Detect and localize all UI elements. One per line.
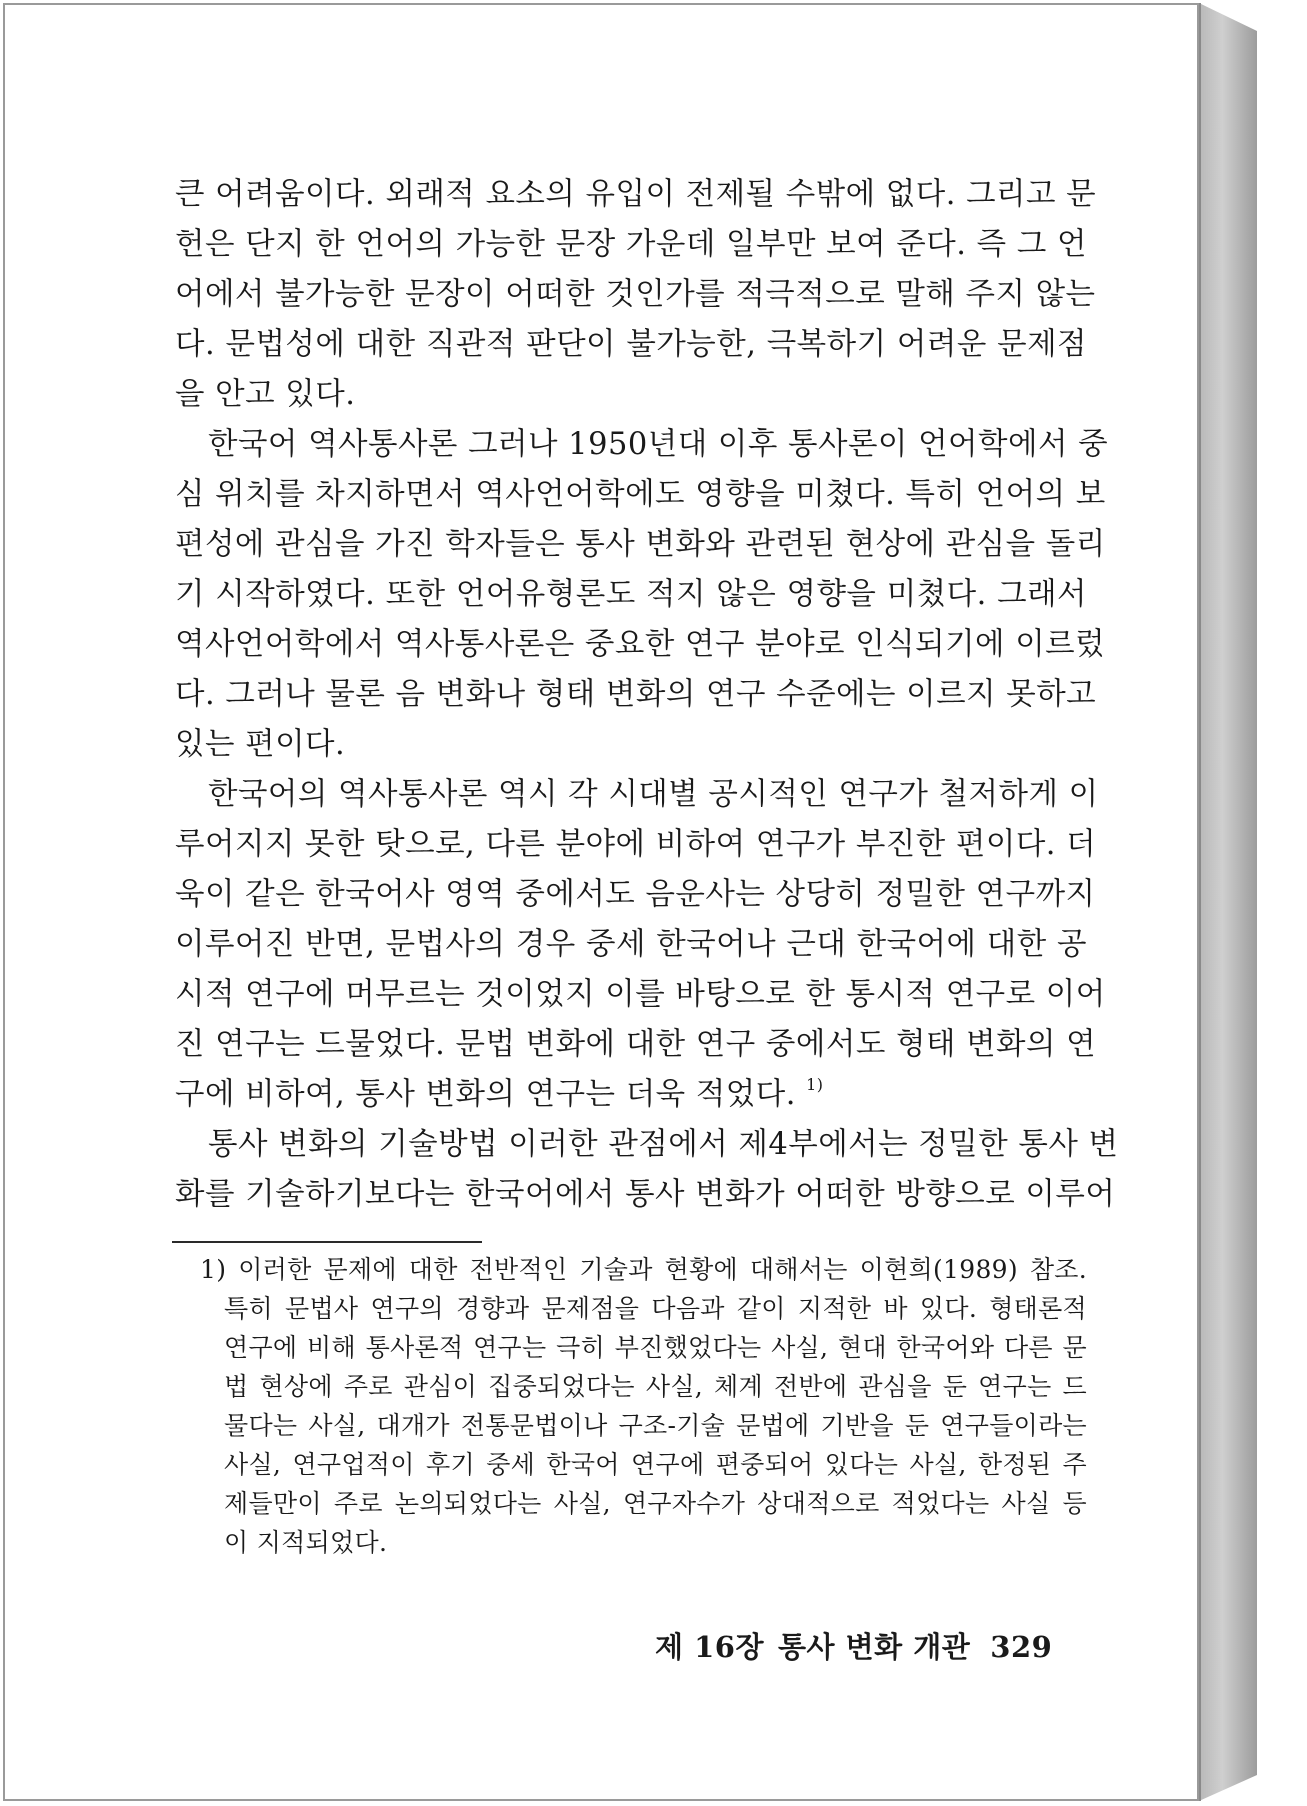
chapter-title: 통사 변화 개관 [777, 1630, 971, 1664]
text-line: 다. 그러나 물론 음 변화나 형태 변화의 연구 수준에는 이르지 못하고 [175, 677, 1097, 712]
footnote-marker: 1) [200, 1255, 227, 1284]
footnote-line [200, 1250, 1087, 1289]
text-line: 역사언어학에서 역사통사론은 중요한 연구 분야로 인식되기에 이르렀 [175, 627, 1106, 662]
text-line: 심 위치를 차지하면서 역사언어학에도 영향을 미쳤다. 특히 언어의 보 [175, 477, 1106, 512]
book-spine-line [1199, 3, 1201, 1801]
footnote-reference[interactable]: 1) [806, 1075, 824, 1094]
text-line: 헌은 단지 한 언어의 가능한 문장 가운데 일부만 보여 준다. 즉 그 언 [175, 227, 1087, 262]
text-line: 큰 어려움이다. 외래적 요소의 유입이 전제될 수밖에 없다. 그리고 문 [175, 177, 1097, 212]
text-line: 한국어의 역사통사론 역시 각 시대별 공시적인 연구가 철저하게 이 [208, 777, 1099, 812]
text-line: 시적 연구에 머무르는 것이었지 이를 바탕으로 한 통시적 연구로 이어 [175, 977, 1106, 1012]
text-line: 욱이 같은 한국어사 영역 중에서도 음운사는 상당히 정밀한 연구까지 [175, 877, 1096, 912]
footnote [200, 1250, 1087, 1562]
text-line [175, 1070, 1087, 1120]
text-line: 어에서 불가능한 문장이 어떠한 것인가를 적극적으로 말해 주지 않는 [175, 277, 1096, 312]
text-line: 있는 편이다. [175, 727, 346, 762]
book-page-edge [1199, 3, 1257, 1801]
footnote-line: 물다는 사실, 대개가 전통문법이나 구조-기술 문법에 기반을 둔 연구들이라는 [224, 1411, 1087, 1440]
text-line: 화를 기술하기보다는 한국어에서 통사 변화가 어떠한 방향으로 이루어 [175, 1177, 1116, 1212]
footnote-text: 이러한 문제에 대한 전반적인 기술과 현황에 대해서는 이현희(1989) 참조. [238, 1255, 1087, 1284]
footnote-line: 사실, 연구업적이 후기 중세 한국어 연구에 편중되어 있다는 사실, 한정된 주 [224, 1450, 1087, 1479]
text-line: 통사 변화의 기술방법 이러한 관점에서 제4부에서는 정밀한 통사 변 [208, 1127, 1119, 1162]
chapter-label: 제 16장 [655, 1630, 764, 1664]
footnote-divider [172, 1241, 482, 1243]
footnote-line: 법 현상에 주로 관심이 집중되었다는 사실, 체계 전반에 관심을 둔 연구는 드 [224, 1372, 1087, 1401]
footnote-line: 연구에 비해 통사론적 연구는 극히 부진했었다는 사실, 현대 한국어와 다른 문 [224, 1333, 1087, 1362]
text-line: 을 안고 있다. [175, 377, 356, 412]
footnote-line: 이 지적되었다. [224, 1528, 388, 1557]
text-line: 진 연구는 드물었다. 문법 변화에 대한 연구 중에서도 형태 변화의 연 [175, 1027, 1097, 1062]
text-line: 다. 문법성에 대한 직관적 판단이 불가능한, 극복하기 어려운 문제점 [175, 327, 1087, 362]
footnote-line: 특히 문법사 연구의 경향과 문제점을 다음과 같이 지적한 바 있다. 형태론적 [224, 1294, 1087, 1323]
text-line: 한국어 역사통사론 그러나 1950년대 이후 통사론이 언어학에서 중 [208, 427, 1109, 462]
page-number: 329 [990, 1630, 1053, 1664]
text-line: 이루어진 반면, 문법사의 경우 중세 한국어나 근대 한국어에 대한 공 [175, 927, 1087, 962]
body-text [175, 170, 1119, 1220]
text-line: 루어지지 못한 탓으로, 다른 분야에 비하여 연구가 부진한 편이다. 더 [175, 827, 1097, 862]
text-line: 편성에 관심을 가진 학자들은 통사 변화와 관련된 현상에 관심을 돌리 [175, 527, 1106, 562]
running-footer [655, 1625, 1075, 1666]
text-line: 기 시작하였다. 또한 언어유형론도 적지 않은 영향을 미쳤다. 그래서 [175, 577, 1087, 612]
text-line-content: 구에 비하여, 통사 변화의 연구는 더욱 적었다. [175, 1077, 796, 1112]
footnote-line: 제들만이 주로 논의되었다는 사실, 연구자수가 상대적으로 적었다는 사실 등 [224, 1489, 1087, 1518]
